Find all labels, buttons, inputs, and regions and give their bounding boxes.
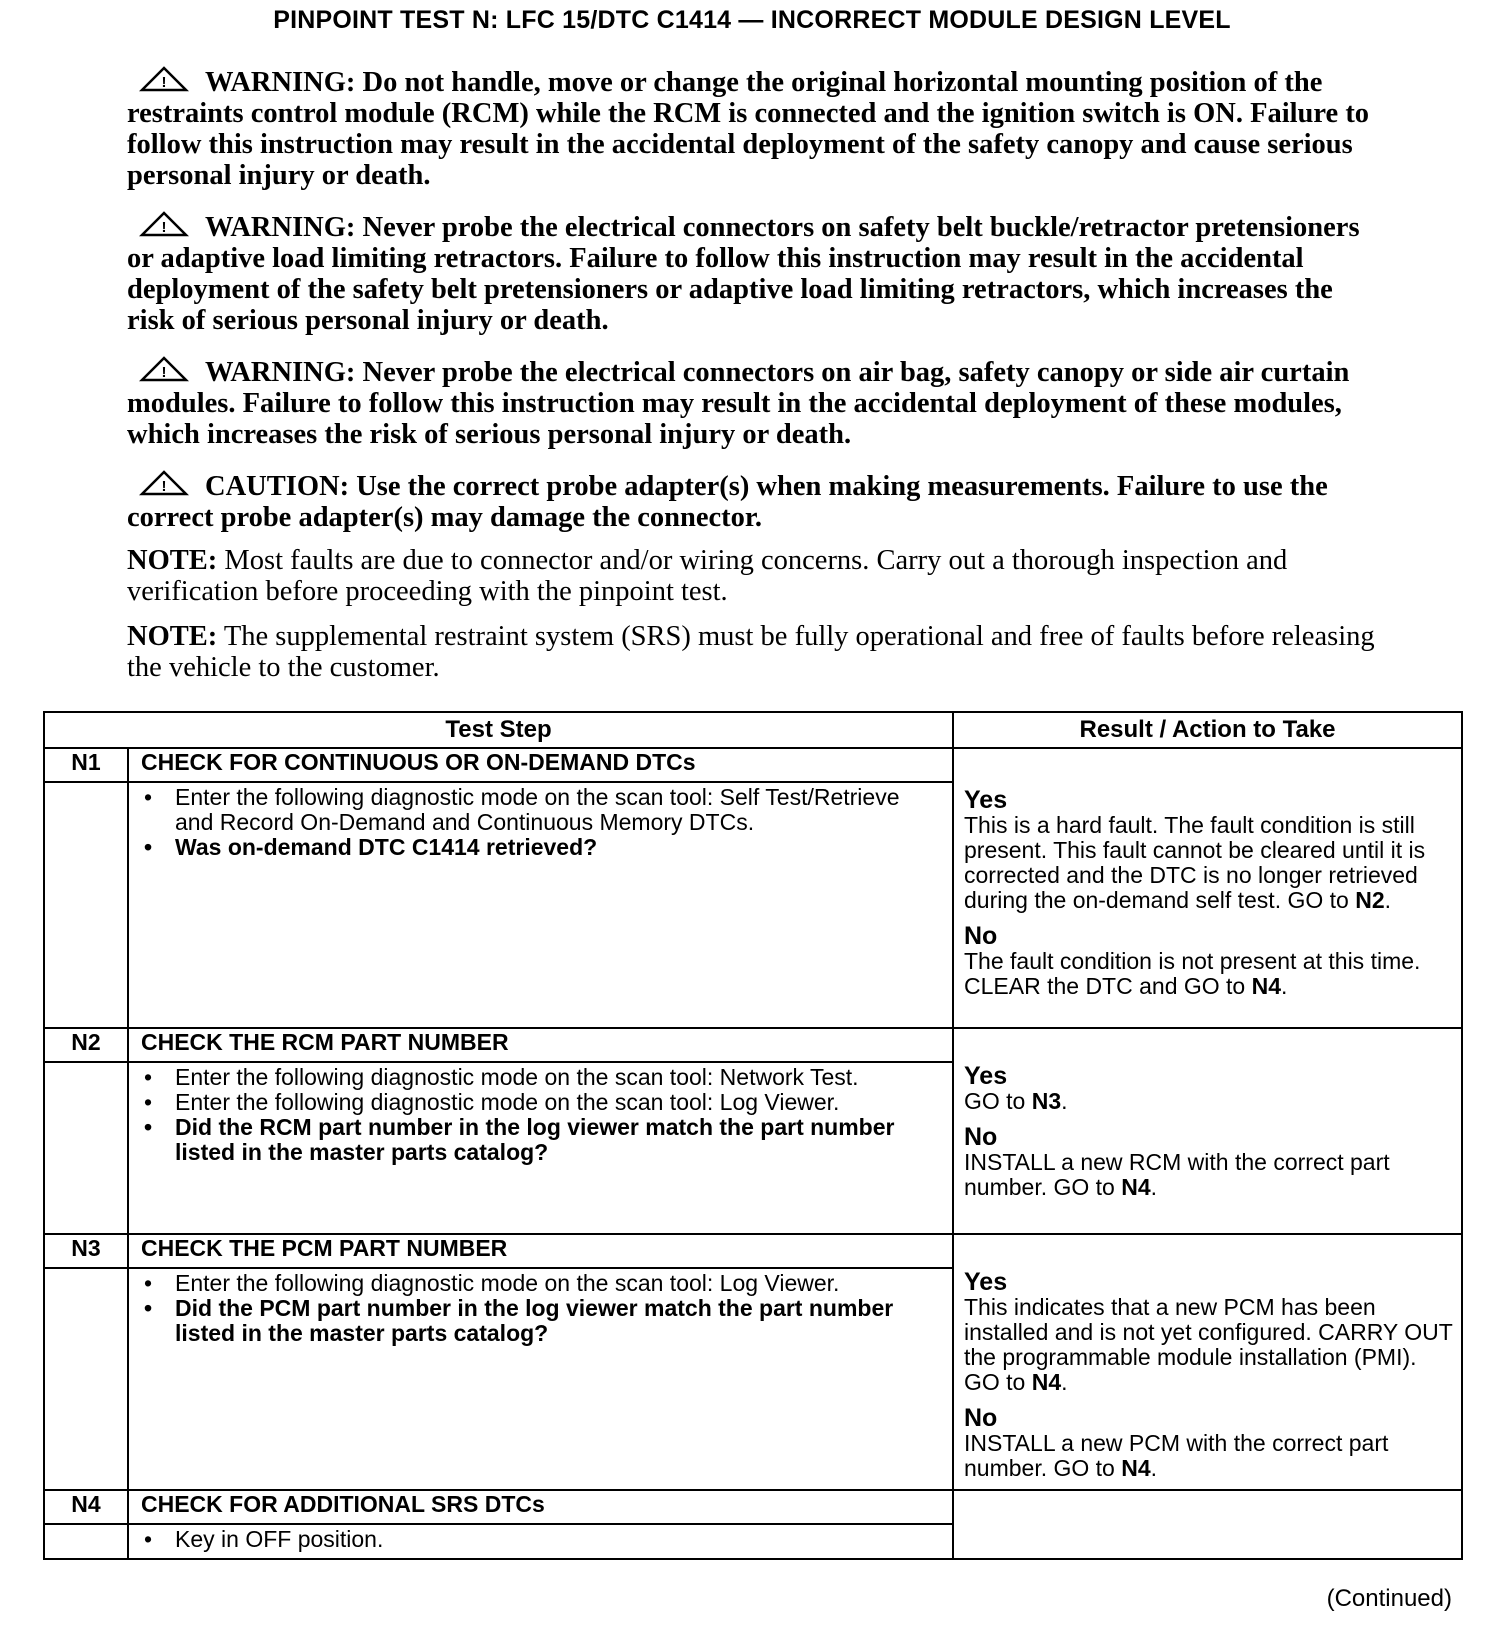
result-no-label: No <box>964 1123 998 1151</box>
step-body <box>128 1268 953 1490</box>
step-n1-result <box>953 748 1462 1028</box>
svg-text:!: ! <box>161 74 167 91</box>
result-yes-text: GO to N3. <box>964 1088 1068 1114</box>
step-body <box>128 1062 953 1234</box>
svg-text:!: ! <box>161 478 167 495</box>
step-number-blank <box>44 782 128 1028</box>
warning-airbag: ! WARNING: Never probe the electrical connectors on air bag, safety canopy or side air curtain modules. Failure to follow this instruction may result in the accidental deployment of these modules, which increases the risk of serious personal injury or death. <box>127 357 1350 450</box>
step-number-blank <box>44 1268 128 1490</box>
step-heading: CHECK FOR ADDITIONAL SRS DTCs <box>128 1490 953 1524</box>
step-number: N2 <box>44 1028 128 1062</box>
step-n2-result <box>953 1028 1462 1234</box>
step-n4-header-row <box>44 1490 1462 1524</box>
caution-probe: ! CAUTION: Use the correct probe adapter(s) when making measurements. Failure to use the correct probe adapter(s) may damage the connector. <box>127 471 1328 533</box>
step-heading: CHECK THE RCM PART NUMBER <box>128 1028 953 1062</box>
step-n3-header-row <box>44 1234 1462 1268</box>
step-heading: CHECK THE PCM PART NUMBER <box>128 1234 953 1268</box>
result-no-text: The fault condition is not present at this time. CLEAR the DTC and GO to N4. <box>964 948 1421 999</box>
col-header-result: Result / Action to Take <box>953 712 1462 748</box>
note-srs: NOTE: The supplemental restraint system (SRS) must be fully operational and free of faults before releasing the vehicle to the customer. <box>127 621 1375 683</box>
result-yes-text: This is a hard fault. The fault condition is still present. This fault cannot be cleared until it is corrected and the DTC is no longer retrieved during the on-demand self test. GO to N2. <box>964 812 1426 913</box>
table-header-row <box>44 712 1462 748</box>
result-yes-label: Yes <box>964 1062 1008 1090</box>
warning-pretensioners: ! WARNING: Never probe the electrical connectors on safety belt buckle/retractor pretensioners or adaptive load limiting retractors. Failure to follow this instruction may result in the accidental deployment of the safety belt pretensioners or adaptive load limiting retractors, which increases the risk of serious personal injury or death. <box>127 212 1360 336</box>
svg-text:!: ! <box>161 219 167 236</box>
col-header-test-step: Test Step <box>44 712 953 748</box>
step-question: • Did the RCM part number in the log viewer match the part number listed in the master parts catalog? <box>175 1115 942 1165</box>
result-no-text: INSTALL a new PCM with the correct part number. GO to N4. <box>964 1430 1389 1481</box>
step-number: N3 <box>44 1234 128 1268</box>
step-n2-header-row <box>44 1028 1462 1062</box>
result-no-label: No <box>964 1404 998 1432</box>
step-body <box>128 782 953 1028</box>
step-n3-result <box>953 1234 1462 1490</box>
step-heading: CHECK FOR CONTINUOUS OR ON-DEMAND DTCs <box>128 748 953 782</box>
warning-triangle-icon <box>139 211 189 237</box>
page-title: PINPOINT TEST N: LFC 15/DTC C1414 — INCORRECT MODULE DESIGN LEVEL <box>273 6 1231 34</box>
step-bullet: • Enter the following diagnostic mode on the scan tool: Log Viewer. <box>175 1271 942 1296</box>
step-bullet: • Enter the following diagnostic mode on the scan tool: Network Test. <box>175 1065 942 1090</box>
result-no-label: No <box>964 922 998 950</box>
caution-triangle-icon <box>139 470 189 496</box>
step-number: N1 <box>44 748 128 782</box>
warning-triangle-icon <box>139 66 189 92</box>
step-number-blank <box>44 1062 128 1234</box>
pinpoint-test-table <box>43 711 1463 1560</box>
step-n4-result <box>953 1490 1462 1559</box>
step-bullet: • Enter the following diagnostic mode on the scan tool: Log Viewer. <box>175 1090 942 1115</box>
step-question: • Did the PCM part number in the log viewer match the part number listed in the master parts catalog? <box>175 1296 942 1346</box>
warning-triangle-icon <box>139 356 189 382</box>
step-number: N4 <box>44 1490 128 1524</box>
step-number-blank <box>44 1524 128 1559</box>
result-no-text: INSTALL a new RCM with the correct part number. GO to N4. <box>964 1149 1390 1200</box>
step-question: • Was on-demand DTC C1414 retrieved? <box>175 835 942 860</box>
step-body <box>128 1524 953 1559</box>
continued-label: (Continued) <box>1326 1585 1452 1612</box>
step-n1-header-row <box>44 748 1462 782</box>
note-faults: NOTE: Most faults are due to connector and/or wiring concerns. Carry out a thorough inspection and verification before proceeding with the pinpoint test. <box>127 545 1288 607</box>
step-bullet: • Key in OFF position. <box>175 1527 942 1552</box>
warning-rcm: ! WARNING: Do not handle, move or change the original horizontal mounting position of the restraints control module (RCM) while the RCM is connected and the ignition switch is ON. Failure to follow this instruction may result in the accidental deployment of the safety canopy and cause serious personal injury or death. <box>127 67 1370 191</box>
result-yes-label: Yes <box>964 786 1008 814</box>
svg-text:!: ! <box>161 364 167 381</box>
step-bullet: • Enter the following diagnostic mode on the scan tool: Self Test/Retrieve and Record On-Demand and Continuous Memory DTCs. <box>175 785 942 835</box>
result-yes-text: This indicates that a new PCM has been installed and is not yet configured. CARRY OUT the programmable module installation (PMI). GO to N4. <box>964 1294 1453 1395</box>
result-yes-label: Yes <box>964 1268 1008 1296</box>
